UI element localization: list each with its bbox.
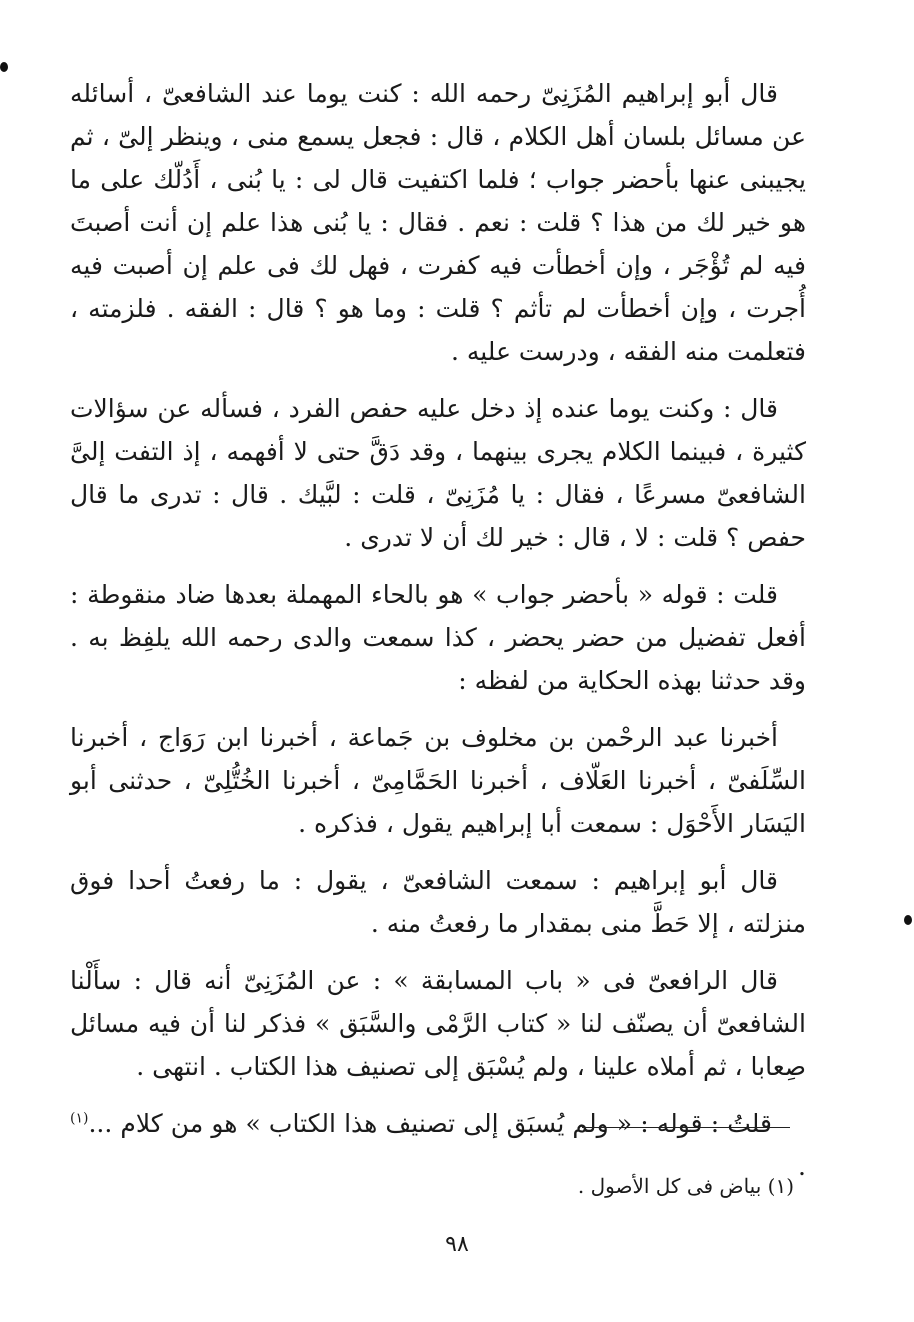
body-text <box>70 72 806 1202</box>
paragraph: قال : وكنت يوما عنده إذ دخل عليه حفص الفرد ، فسأله عن سؤالات كثيرة ، فبينما الكلام يجرى بينهما ، وقد دَقَّ حتى لا أفهمه ، إذ التفت إلىَّ الشافعىّ مسرعًا ، فقال : يا مُزَنِىّ ، قلت : لبَّيك . قال : تدرى ما قال حفص ؟ قلت : لا ، قال : خير لك أن لا تدرى . <box>70 394 806 552</box>
footnote: (١) بياض فى كل الأصول . <box>577 1174 794 1198</box>
closing-text: قلتُ : قوله : « ولم يُسبَق إلى تصنيف هذا الكتاب » هو من كلام ... <box>88 1109 772 1138</box>
footnote-reference[interactable]: (١) <box>70 1110 89 1127</box>
paragraph: قلت : قوله « بأحضر جواب » هو بالحاء المهملة بعدها ضاد منقوطة : أفعل تفضيل من حضر يحضر ، كذا سمعت والدى رحمه الله يلفِظ به . وقد حدثنا بهذه الحكاية من لفظه : <box>70 580 806 695</box>
page-number: ٩٨ <box>445 1232 469 1257</box>
paragraph: أخبرنا عبد الرحْمن بن مخلوف بن جَماعة ، أخبرنا ابن رَوَاج ، أخبرنا السِّلَفىّ ، أخبرنا العَلّاف ، أخبرنا الحَمَّامِىّ ، أخبرنا الخُتُّلِىّ ، حدثنى أبو اليَسَار الأَحْوَل : سمعت أبا إبراهيم يقول ، فذكره . <box>70 723 806 838</box>
scan-mark-middle <box>904 915 912 925</box>
footnote-divider <box>582 1127 790 1128</box>
paragraph: قال أبو إبراهيم المُزَنِىّ رحمه الله : كنت يوما عند الشافعىّ ، أسائله عن مسائل بلسان أهل الكلام ، قال : فجعل يسمع منى ، وينظر إلىّ ، ثم يجيبنى عنها بأحضر جواب ؛ فلما اكتفيت قال لى : يا بُنى ، أَدُلّك على ما هو خير لك من هذا ؟ قلت : نعم . فقال : يا بُنى هذا علم إن أنت أصبتَ فيه لم تُؤْجَر ، وإن أخطأت فيه كفرت ، فهل لك فى علم إن أصبت فيه أُجرت ، وإن أخطأت لم تأثم ؟ قلت : وما هو ؟ قال : الفقه . فلزمته ، فتعلمت منه الفقه ، ودرست عليه . <box>70 79 806 366</box>
paragraph: قال الرافعىّ فى « باب المسابقة » : عن المُزَنِىّ أنه قال : سأَلْنا الشافعىّ أن يصنّف لنا « كتاب الرَّمْى والسَّبَق » فذكر لنا أن فيه مسائل صِعابا ، ثم أملاه علينا ، ولم يُسْبَق إلى تصنيف هذا الكتاب . انتهى . <box>70 966 806 1081</box>
paragraph: قال أبو إبراهيم : سمعت الشافعىّ ، يقول : ما رفعتُ أحدا فوق منزلته ، إلا حَطَّ منى بمقدار ما رفعتُ منه . <box>70 866 806 938</box>
scan-mark-top <box>0 62 8 72</box>
closing-period: . <box>798 1152 806 1181</box>
